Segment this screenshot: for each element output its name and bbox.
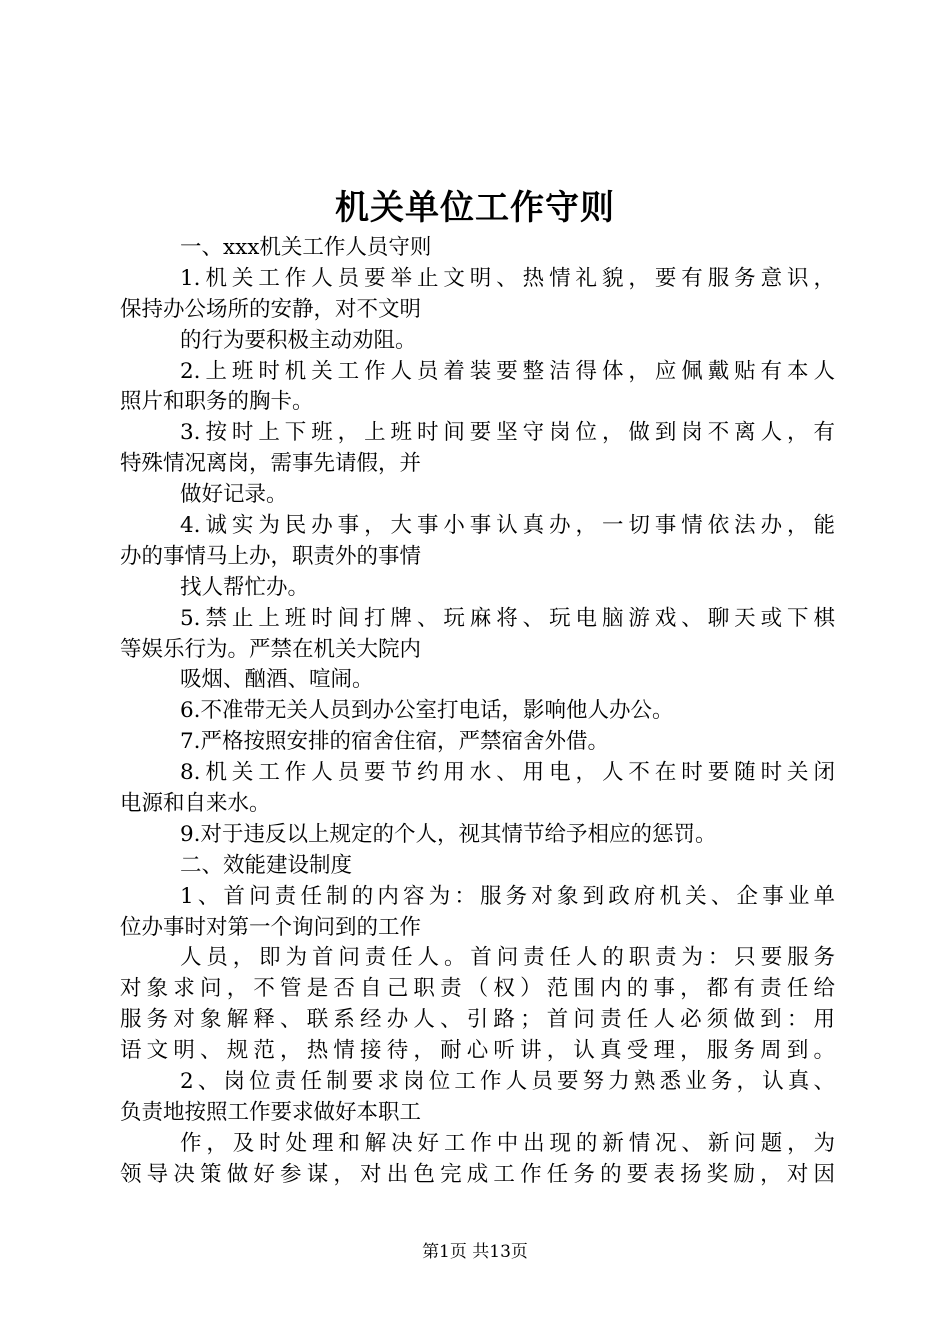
text-line: 的行为要积极主动劝阻。	[180, 327, 417, 353]
text-line: 做好记录。	[180, 482, 288, 508]
text-line: 特殊情况离岗，需事先请假，并	[120, 451, 422, 477]
text-line: 7.严格按照安排的宿舍住宿，严禁宿舍外借。	[180, 729, 610, 755]
text-line: 电源和自来水。	[120, 791, 271, 817]
text-line: 5.禁止上班时间打牌、玩麻将、玩电脑游戏、聊天或下棋	[180, 605, 835, 631]
text-line: 1、首问责任制的内容为：服务对象到政府机关、企事业单	[180, 883, 835, 909]
text-line: 服务对象解释、联系经办人、引路；首问责任人必须做到：用	[120, 1007, 835, 1033]
text-line: 作，及时处理和解决好工作中出现的新情况、新问题，为	[180, 1130, 835, 1156]
text-line: 9.对于违反以上规定的个人，视其情节给予相应的惩罚。	[180, 821, 717, 847]
text-line: 对象求问，不管是否自己职责（权）范围内的事，都有责任给	[120, 976, 835, 1002]
text-line: 位办事时对第一个询问到的工作	[120, 914, 422, 940]
text-line: 办的事情马上办，职责外的事情	[120, 543, 422, 569]
document-body	[120, 233, 835, 1191]
text-line: 吸烟、酗酒、喧闹。	[180, 667, 374, 693]
text-line: 负责地按照工作要求做好本职工	[120, 1099, 422, 1125]
text-line: 2、岗位责任制要求岗位工作人员要努力熟悉业务，认真、	[180, 1069, 835, 1095]
text-line: 语文明、规范，热情接待，耐心听讲，认真受理，服务周到。	[120, 1038, 835, 1064]
document-title: 机关单位工作守则	[335, 188, 615, 228]
text-line: 二、效能建设制度	[180, 852, 353, 878]
text-line: 找人帮忙办。	[180, 574, 310, 600]
text-line: 等娱乐行为。严禁在机关大院内	[120, 636, 422, 662]
text-line: 领导决策做好参谋，对出色完成工作任务的要表扬奖励，对因	[120, 1161, 835, 1187]
text-line: 2.上班时机关工作人员着装要整洁得体，应佩戴贴有本人	[180, 358, 835, 384]
text-line: 人员，即为首问责任人。首问责任人的职责为：只要服务	[180, 945, 835, 971]
text-line: 1.机关工作人员要举止文明、热情礼貌，要有服务意识，	[180, 265, 835, 291]
text-line: 4.诚实为民办事，大事小事认真办，一切事情依法办，能	[180, 513, 835, 539]
text-line: 保持办公场所的安静，对不文明	[120, 296, 422, 322]
text-line: 8.机关工作人员要节约用水、用电，人不在时要随时关闭	[180, 760, 835, 786]
text-line: 6.不准带无关人员到办公室打电话，影响他人办公。	[180, 698, 674, 724]
page-footer: 第1页 共13页	[422, 1242, 528, 1262]
text-line: 照片和职务的胸卡。	[120, 389, 314, 415]
text-line: 一、xxx机关工作人员守则	[180, 235, 432, 260]
text-line: 3.按时上下班，上班时间要坚守岗位，做到岗不离人，有	[180, 420, 835, 446]
